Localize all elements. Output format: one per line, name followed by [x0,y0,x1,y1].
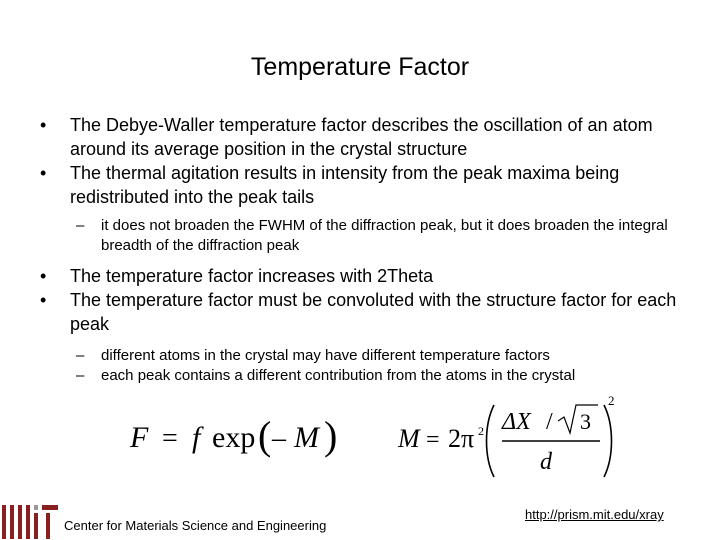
bullet-marker: • [40,266,47,286]
formula-bracket [487,405,495,477]
bullet-item [0,288,720,336]
bullet-list [0,113,720,386]
sub-bullet-text: it does not broaden the FWHM of the diffraction peak, but it does broaden the integral breadth of the diffraction peak [101,217,668,254]
formula-symbol: ΔX [502,409,531,435]
temperature-factor-formula [130,405,360,465]
formula-symbol: 2 [608,393,615,408]
formula-symbol: 3 [580,409,591,434]
bullet-item [0,161,720,209]
formula-symbol: 2π [448,424,475,453]
bullet-text: The temperature factor increases with 2Theta [70,266,434,286]
sub-bullet-marker: – [76,217,85,234]
bullet-text: The thermal agitation results in intensity from the peak maxima being redistributed into the peak tails [70,163,620,207]
formula-symbol: F [130,421,149,454]
sub-bullet-item [0,346,720,366]
sub-bullet-text: each peak contains a different contribution from the atoms in the crystal [101,367,576,384]
slide-title: Temperature Factor [250,53,470,81]
bullet-text: The temperature factor must be convoluted with the structure factor for each peak [70,290,677,334]
formula-symbol: exp [212,421,256,454]
formula-symbol: f [192,421,201,454]
formula-symbol: M [294,421,319,454]
formula-symbol: ( [258,413,272,458]
mit-logo-icon [2,505,60,539]
formula-symbol: – [272,423,286,454]
bullet-marker: • [40,290,47,310]
formula-symbol: ) [324,413,338,458]
formula-symbol: = [426,427,440,453]
bullet-marker: • [40,115,47,135]
bullet-marker: • [40,163,47,183]
bullet-item [0,113,720,161]
website-link[interactable]: http://prism.mit.edu/xray [525,507,664,522]
bullet-text: The Debye-Waller temperature factor describes the oscillation of an atom around its average position in the crystal structure [70,115,653,159]
formula-bracket [604,405,612,477]
formula-symbol: d [540,449,552,475]
debye-waller-m-formula [398,385,628,485]
sub-bullet-item [0,366,720,386]
formula-symbol: / [546,409,553,435]
formula-symbol: = [162,423,178,454]
sub-bullet-marker: – [76,367,85,384]
sub-bullet-text: different atoms in the crystal may have different temperature factors [101,347,550,364]
bullet-item [0,264,720,288]
formula-symbol: M [398,424,420,453]
sub-bullet-marker: – [76,347,85,364]
sub-bullet-item [0,216,720,256]
center-name: Center for Materials Science and Engineering [64,518,327,533]
formula-sqrt-sign [558,405,598,433]
formula-area [0,385,720,485]
formula-symbol: 2 [478,424,484,438]
